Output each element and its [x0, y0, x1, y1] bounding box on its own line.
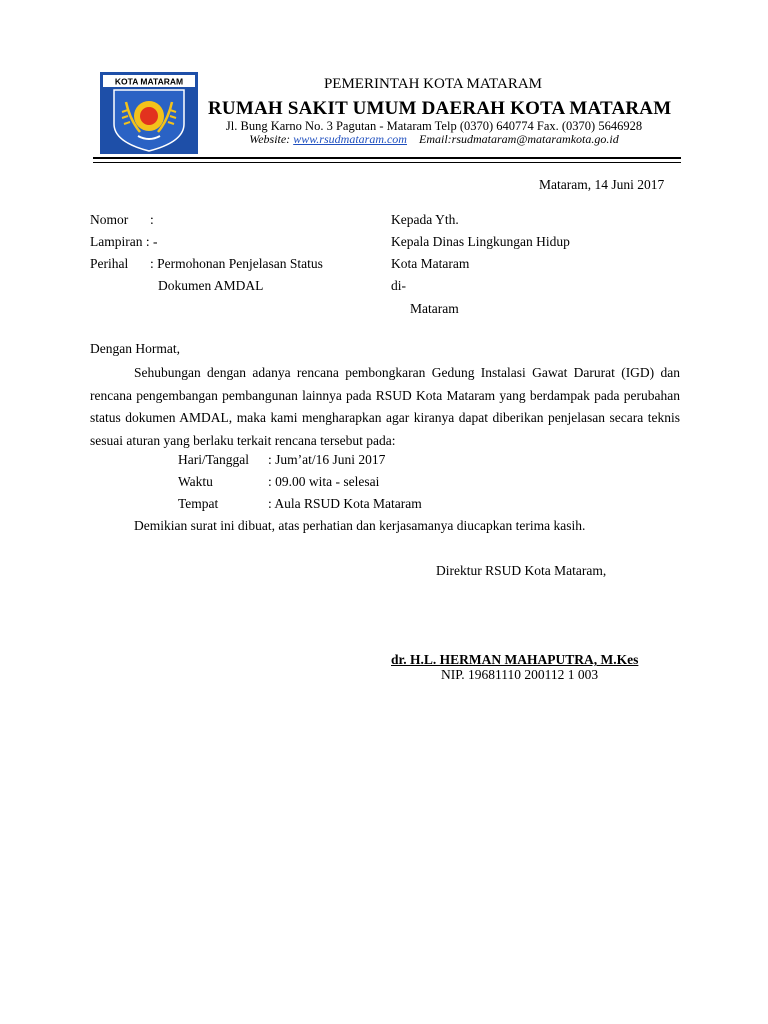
website-label: Website:	[249, 132, 291, 146]
letterhead-divider-thick	[93, 157, 681, 159]
letterhead-contact	[200, 132, 668, 147]
schedule-time-value: : 09.00 wita - selesai	[268, 474, 380, 489]
recipient-greeting: Kepada Yth.	[391, 212, 459, 227]
lampiran-label: Lampiran : -	[90, 234, 158, 249]
signatory-nip: NIP. 19681110 200112 1 003	[441, 667, 599, 682]
schedule-time-label: Waktu	[178, 474, 213, 489]
salutation: Dengan Hormat,	[90, 341, 180, 356]
nomor-label: Nomor	[90, 212, 129, 227]
nomor-separator: :	[150, 212, 154, 227]
letter-date: Mataram, 14 Juni 2017	[539, 177, 665, 192]
recipient-location: Mataram	[410, 301, 459, 316]
email-text: Email:rsudmataram@mataramkota.go.id	[418, 132, 619, 146]
perihal-value: : Permohonan Penjelasan Status	[150, 256, 323, 271]
letterhead-address: Jl. Bung Karno No. 3 Pagutan - Mataram Telp (0370) 640774 Fax. (0370) 5646928	[225, 119, 643, 133]
recipient-city: Kota Mataram	[391, 256, 470, 271]
city-emblem-logo	[100, 72, 198, 154]
signatory-name: dr. H.L. HERMAN MAHAPUTRA, M.Kes	[391, 652, 639, 667]
recipient-di: di-	[391, 278, 406, 293]
recipient-title: Kepala Dinas Lingkungan Hidup	[391, 234, 570, 249]
schedule-place-label: Tempat	[178, 496, 219, 511]
logo-text: KOTA MATARAM	[114, 76, 184, 87]
schedule-day-value: : Jum’at/16 Juni 2017	[268, 452, 386, 467]
schedule-place-value: : Aula RSUD Kota Mataram	[268, 496, 422, 511]
schedule-day-label: Hari/Tanggal	[178, 452, 250, 467]
signature-title: Direktur RSUD Kota Mataram,	[436, 563, 607, 578]
letterhead-government: PEMERINTAH KOTA MATARAM	[323, 76, 543, 92]
closing-sentence: Demikian surat ini dibuat, atas perhatian dan kerjasamanya diucapkan terima kasih.	[134, 518, 586, 533]
perihal-value-line2: Dokumen AMDAL	[158, 278, 264, 293]
letterhead-divider-thin	[93, 162, 681, 163]
letterhead-hospital-name: RUMAH SAKIT UMUM DAERAH KOTA MATARAM	[208, 98, 672, 119]
website-link[interactable]: www.rsudmataram.com	[293, 132, 407, 146]
perihal-label: Perihal	[90, 256, 129, 271]
body-paragraph: Sehubungan dengan adanya rencana pembongkaran Gedung Instalasi Gawat Darurat (IGD) dan rencana pengembangan pembangunan lainnya pada RSUD Kota Mataram yang berdampak pada perubahan status dokumen AMDAL, maka kami mengharapkan agar kiranya dapat diberikan penjelasan secara teknis sesuai aturan yang berlaku terkait rencana tersebut pada:	[90, 365, 680, 449]
